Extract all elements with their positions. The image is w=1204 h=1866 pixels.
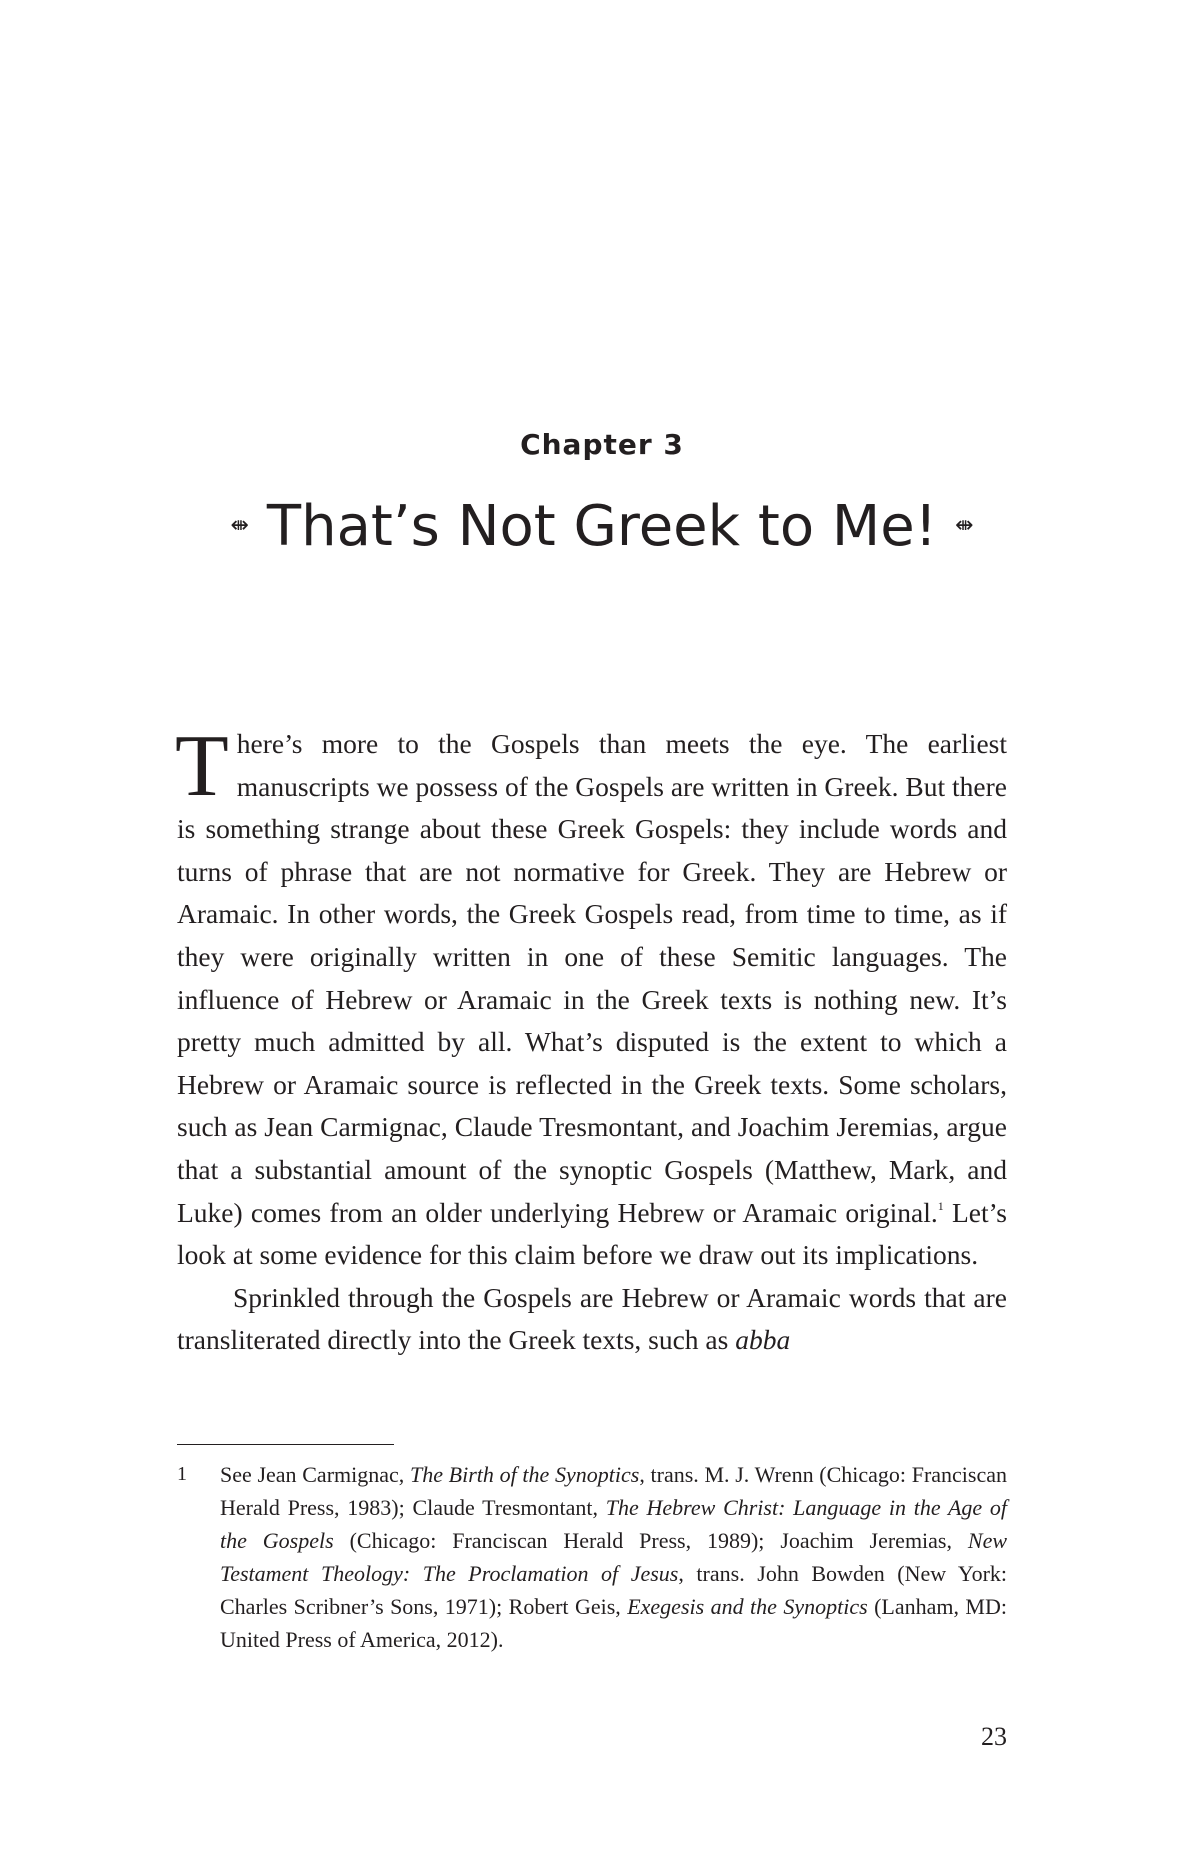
footnote-segment: See Jean Carmignac, <box>220 1462 410 1487</box>
paragraph-2-italic: abba <box>735 1324 791 1356</box>
footnote-number: 1 <box>177 1463 187 1485</box>
paragraph-1-text-end: Let’s look at some evidence for this claim before we draw out its implications. <box>177 1196 1007 1271</box>
footnote-segment: , trans. M. J. Wrenn (Chicago: Franciscan Herald Press, 1983); Claude Tresmontant, <box>220 1462 1008 1520</box>
footnote-segment: (Lanham, MD: United Press of America, 2012). <box>220 1594 1007 1652</box>
right-ornament-icon: ⇼ <box>955 512 974 538</box>
chapter-title <box>0 492 1204 565</box>
paragraph-1-text: here’s more to the Gospels than meets the eye. The earliest manuscripts we possess of the Gospels are written in Greek. But there is something strange about these Greek Gospels: they include words and turns of phrase that are not normative for Greek. They are Hebrew or Aramaic. In other words, the Greek Gospels read, from time to time, as if they were originally written in one of these Semitic languages. The influence of Hebrew or Aramaic in the Greek texts is nothing new. It’s pretty much admitted by all. What’s disputed is the extent to which a Hebrew or Aramaic source is reflected in the Greek texts. Some scholars, such as Jean Carmignac, Claude Tresmontant, and Joachim Jeremias, argue that a substantial amount of the synoptic Gospels (Matthew, Mark, and Luke) comes from an older underlying Hebrew or Aramaic original. <box>177 728 1007 1228</box>
page-number: 23 <box>981 1722 1007 1751</box>
footnote-divider <box>177 1444 394 1445</box>
footnote-title: The Hebrew Christ: Language in the Age of the Gospels <box>220 1495 1007 1553</box>
footnote-segment: , trans. John Bowden (New York: Charles Scribner’s Sons, 1971); Robert Geis, <box>220 1561 1008 1619</box>
paragraph-2-text: Sprinkled through the Gospels are Hebrew or Aramaic words that are transliterated directly into the Greek texts, such as <box>177 1281 1007 1356</box>
footnote-title: Exegesis and the Synoptics <box>627 1594 868 1619</box>
footnote-title: New Testament Theology: The Proclamation of Jesus <box>220 1528 1008 1586</box>
footnote-segment: (Chicago: Franciscan Herald Press, 1989); Joachim Jeremias, <box>333 1528 968 1553</box>
footnote-title: The Birth of the Synoptics <box>409 1462 640 1487</box>
footnote-text <box>220 1458 1007 1656</box>
paragraph-1 <box>175 718 1007 1277</box>
footnote <box>177 1458 1007 1656</box>
body-text <box>175 718 1007 1362</box>
footnote-reference[interactable]: 1 <box>937 1198 944 1213</box>
chapter-label: Chapter 3 <box>520 428 684 461</box>
left-ornament-icon: ⇼ <box>230 512 249 538</box>
chapter-title-text: That’s Not Greek to Me! <box>266 494 938 559</box>
paragraph-2 <box>177 1277 1007 1362</box>
drop-cap: T <box>175 718 229 815</box>
